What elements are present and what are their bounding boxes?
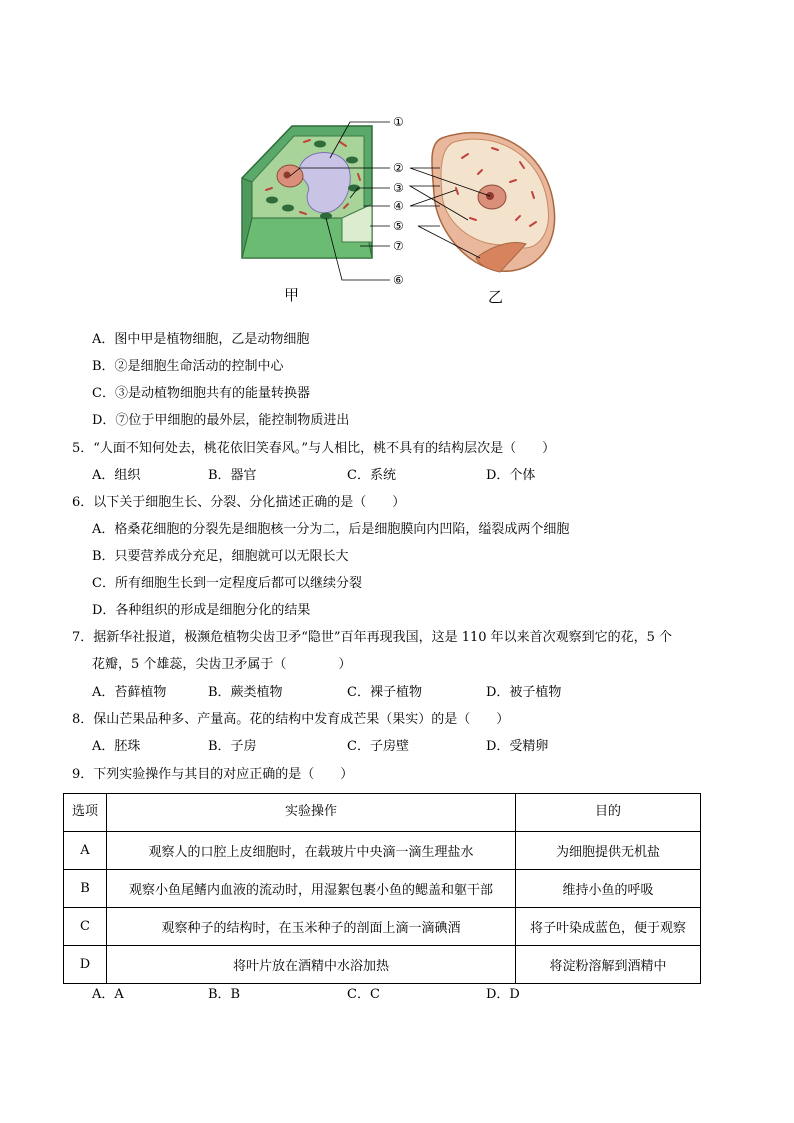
table-row	[64, 908, 701, 946]
row-c-operation: 观察种子的结构时，在玉米种子的剖面上滴一滴碘酒	[107, 908, 516, 946]
q9-option-c: C．C	[347, 987, 380, 1002]
row-a-option: A	[64, 832, 107, 870]
label-1: ①	[393, 115, 404, 129]
animal-cell-illustration	[432, 133, 555, 272]
header-operation: 实验操作	[107, 794, 516, 832]
label-4: ④	[393, 199, 404, 213]
row-a-purpose: 为细胞提供无机盐	[516, 832, 701, 870]
q6-stem: 6．以下关于细胞生长、分裂、分化描述正确的是（ ）	[72, 495, 406, 510]
q7-option-c: C．裸子植物	[347, 685, 422, 700]
q8-stem: 8．保山芒果品种多、产量高。花的结构中发育成芒果（果实）的是（ ）	[72, 712, 510, 727]
q5-option-b: B．器官	[208, 468, 257, 483]
header-purpose: 目的	[516, 794, 701, 832]
row-d-operation: 将叶片放在酒精中水浴加热	[107, 946, 516, 984]
table-header-row	[64, 794, 701, 832]
caption-jia: 甲	[284, 286, 300, 304]
row-c-purpose: 将子叶染成蓝色，便于观察	[516, 908, 701, 946]
plant-cell-illustration	[242, 126, 372, 258]
table-row	[64, 832, 701, 870]
row-d-option: D	[64, 946, 107, 984]
label-2: ②	[393, 161, 404, 175]
table-row	[64, 946, 701, 984]
q9-table	[63, 793, 701, 984]
q9-option-d: D．D	[486, 987, 520, 1002]
label-6: ⑥	[393, 273, 404, 287]
table-row	[64, 870, 701, 908]
q8-option-b: B．子房	[208, 739, 257, 754]
q6-option-c: C．所有细胞生长到一定程度后都可以继续分裂	[92, 576, 362, 591]
row-b-option: B	[64, 870, 107, 908]
cell-diagram	[230, 108, 560, 308]
label-3: ③	[393, 181, 404, 195]
q6-option-d: D．各种组织的形成是细胞分化的结果	[92, 603, 311, 618]
row-b-purpose: 维持小鱼的呼吸	[516, 870, 701, 908]
q8-option-a: A．胚珠	[92, 739, 141, 754]
caption-yi: 乙	[488, 288, 504, 306]
label-7: ⑦	[393, 239, 404, 253]
q6-option-b: B．只要营养成分充足，细胞就可以无限长大	[92, 549, 349, 564]
row-b-operation: 观察小鱼尾鳍内血液的流动时，用湿絮包裹小鱼的鳃盖和躯干部	[107, 870, 516, 908]
q5-option-c: C．系统	[347, 468, 396, 483]
q5-option-d: D．个体	[486, 468, 536, 483]
q5-option-a: A．组织	[92, 468, 141, 483]
q7-stem-line1: 7．据新华社报道，极濒危植物尖齿卫矛“隐世”百年再现我国，这是 110 年以来首次观察到它的花，5 个	[72, 630, 673, 645]
row-c-option: C	[64, 908, 107, 946]
row-a-operation: 观察人的口腔上皮细胞时，在载玻片中央滴一滴生理盐水	[107, 832, 516, 870]
q8-option-c: C．子房壁	[347, 739, 409, 754]
q8-option-d: D．受精卵	[486, 739, 549, 754]
q6-option-a: A．格桑花细胞的分裂先是细胞核一分为二，后是细胞膜向内凹陷，缢裂成两个细胞	[92, 522, 570, 537]
q9-option-b: B．B	[208, 987, 241, 1002]
q7-option-b: B．蕨类植物	[208, 685, 283, 700]
row-d-purpose: 将淀粉溶解到酒精中	[516, 946, 701, 984]
q4-option-d: D．⑦位于甲细胞的最外层，能控制物质进出	[92, 413, 350, 428]
q9-option-a: A．A	[92, 987, 124, 1002]
q4-option-c: C．③是动植物细胞共有的能量转换器	[92, 386, 310, 401]
q7-stem-line2: 花瓣，5 个雄蕊，尖齿卫矛属于（ ）	[92, 657, 352, 672]
q9-stem: 9．下列实验操作与其目的对应正确的是（ ）	[72, 767, 354, 782]
label-5: ⑤	[393, 219, 404, 233]
q7-option-d: D．被子植物	[486, 685, 562, 700]
q7-option-a: A．苔藓植物	[92, 685, 167, 700]
q5-stem: 5．“人面不知何处去，桃花依旧笑春风。”与人相比，桃不具有的结构层次是（ ）	[72, 441, 556, 456]
q4-option-a: A．图中甲是植物细胞，乙是动物细胞	[92, 332, 310, 347]
header-option: 选项	[64, 794, 107, 832]
q4-option-b: B．②是细胞生命活动的控制中心	[92, 359, 284, 374]
